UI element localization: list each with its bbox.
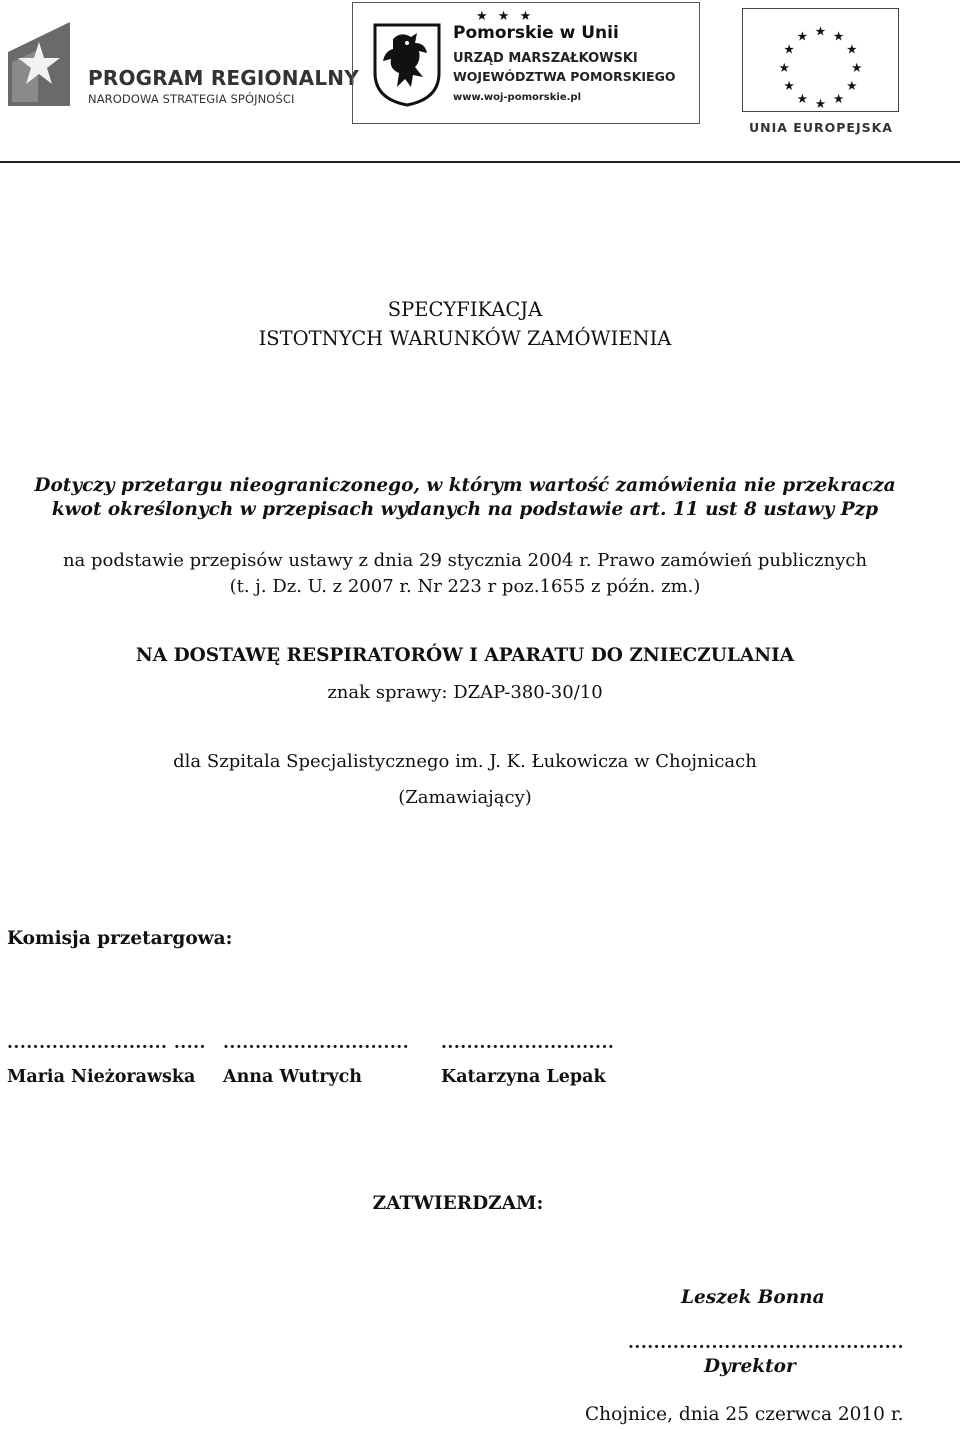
eu-logo: [742, 8, 900, 138]
svg-text:★: ★: [814, 24, 827, 40]
signature-line: ......................... .....: [7, 1033, 206, 1053]
program-logo-title: PROGRAM REGIONALNY: [88, 66, 359, 90]
pomorskie-logo-line1: URZĄD MARSZAŁKOWSKI: [453, 51, 638, 66]
pomorskie-logo-line2: WOJEWÓDZTWA POMORSKIEGO: [453, 69, 676, 84]
intro-line1: Dotyczy przetargu nieograniczonego, w którym wartość zamówienia nie przekracza: [34, 475, 896, 496]
intro-line2: kwot określonych w przepisach wydanych na podstawie art. 11 ust 8 ustawy Pzp: [51, 499, 879, 520]
legal-basis-line2: (t. j. Dz. U. z 2007 r. Nr 223 r poz.1655 z późn. zm.): [229, 576, 701, 597]
nss-star-icon: [8, 22, 70, 106]
griffin-coat-of-arms-icon: [371, 21, 443, 107]
header-divider: [0, 161, 960, 163]
legal-basis-line1: na podstawie przepisów ustawy z dnia 29 stycznia 2004 r. Prawo zamówień publicznych: [62, 550, 868, 571]
commission-member-name: Katarzyna Lepak: [441, 1067, 606, 1087]
program-regionalny-logo: [8, 22, 359, 112]
case-number: znak sprawy: DZAP-380-30/10: [327, 682, 603, 703]
order-subject: NA DOSTAWĘ RESPIRATORÓW I APARATU DO ZNIECZULANIA: [135, 645, 795, 666]
svg-text:★: ★: [796, 29, 809, 45]
director-title: Dyrektor: [704, 1356, 796, 1377]
contracting-party-role: (Zamawiający): [398, 787, 532, 808]
hospital-name: dla Szpitala Specjalistycznego im. J. K. Łukowicza w Chojnicach: [173, 751, 757, 772]
signature-line: .............................: [223, 1033, 410, 1053]
director-signature-line: ...........................................: [628, 1333, 904, 1353]
place-and-date: Chojnice, dnia 25 czerwca 2010 r.: [585, 1404, 904, 1425]
commission-heading: Komisja przetargowa:: [7, 928, 233, 949]
director-name: Leszek Bonna: [681, 1287, 825, 1308]
svg-text:★: ★: [846, 42, 858, 58]
program-logo-subtitle: NARODOWA STRATEGIA SPÓJNOŚCI: [88, 92, 295, 106]
svg-text:★: ★: [814, 97, 827, 112]
signature-line: ...........................: [441, 1033, 615, 1053]
pomorskie-logo-url: www.woj-pomorskie.pl: [453, 92, 582, 103]
approval-heading: ZATWIERDZAM:: [372, 1193, 544, 1214]
svg-text:★: ★: [778, 60, 790, 76]
svg-text:★: ★: [846, 78, 858, 94]
pomorskie-logo-title: Pomorskie w Unii: [453, 23, 619, 43]
svg-text:★: ★: [783, 78, 795, 94]
pomorskie-stars-icon: ★ ★ ★: [476, 9, 535, 24]
eu-logo-label: UNIA EUROPEJSKA: [749, 120, 893, 135]
document-title-line2: ISTOTNYCH WARUNKÓW ZAMÓWIENIA: [258, 327, 672, 350]
commission-member-name: Anna Wutrych: [223, 1067, 362, 1087]
svg-text:★: ★: [796, 92, 809, 108]
eu-flag-icon: [742, 8, 899, 112]
svg-text:★: ★: [832, 92, 845, 108]
pomorskie-logo: [352, 2, 700, 124]
commission-member-name: Maria Nieżorawska: [7, 1067, 196, 1087]
document-title-line1: SPECYFIKACJA: [387, 298, 543, 321]
svg-text:★: ★: [851, 60, 863, 76]
svg-text:★: ★: [832, 29, 845, 45]
svg-text:★: ★: [783, 42, 795, 58]
